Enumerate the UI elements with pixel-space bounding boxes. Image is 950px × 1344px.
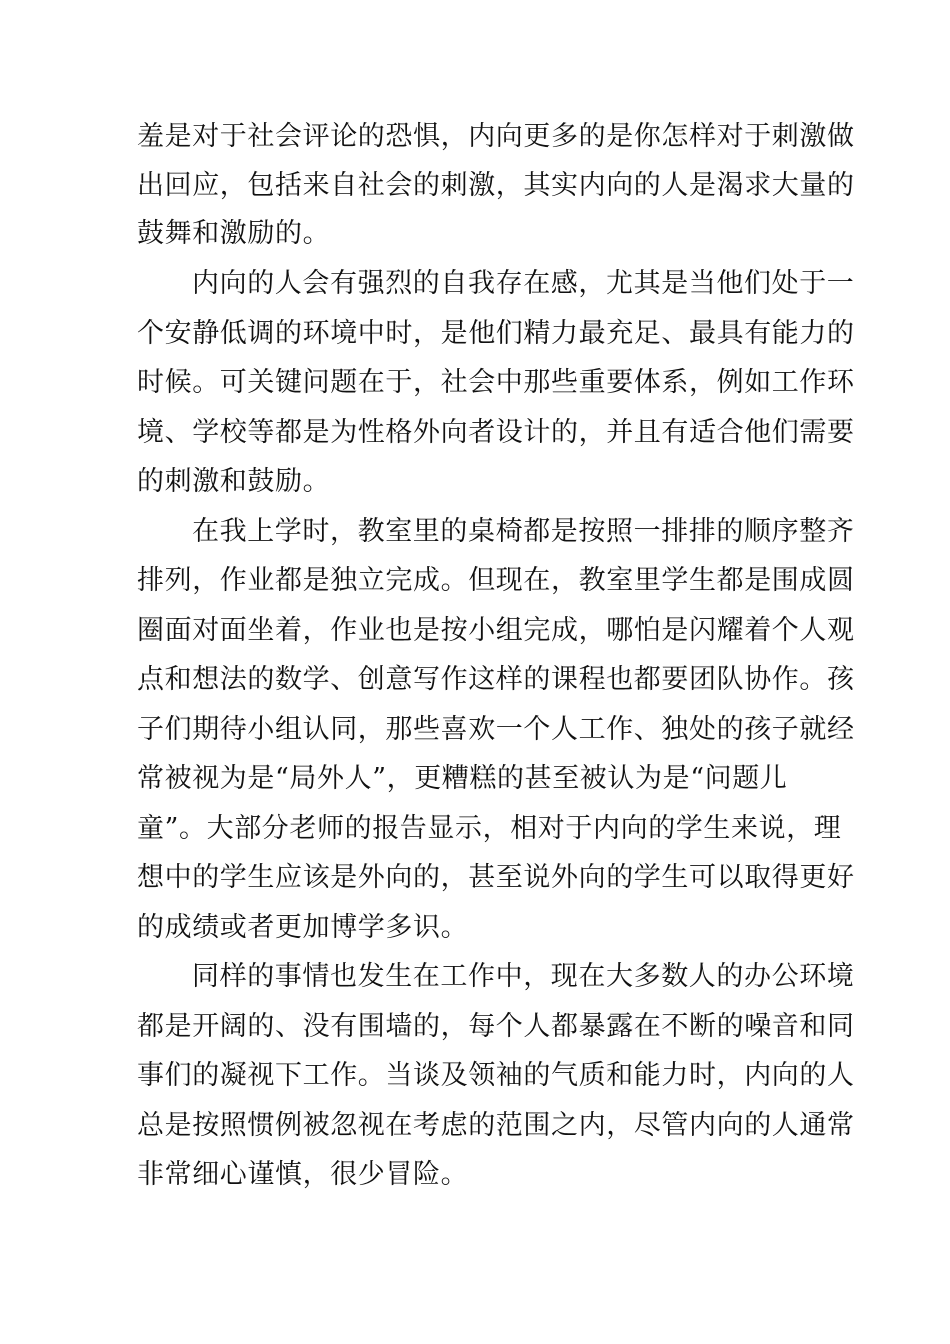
- text-line: 内向的人会有强烈的自我存在感，尤其是当他们处于一: [192, 268, 855, 299]
- text-line: 个安静低调的环境中时，是他们精力最充足、最具有能力的: [137, 318, 855, 349]
- text-line: 点和想法的数学、创意写作这样的课程也都要团队协作。孩: [137, 664, 855, 695]
- text-line: 境、学校等都是为性格外向者设计的，并且有适合他们需要: [137, 417, 855, 448]
- text-line: 的刺激和鼓励。: [137, 466, 331, 497]
- text-line: 鼓舞和激励的。: [137, 218, 331, 249]
- text-line: 想中的学生应该是外向的，甚至说外向的学生可以取得更好: [137, 862, 855, 893]
- text-line: 常被视为是“局外人”，更糟糕的甚至被认为是“问题儿: [137, 763, 788, 794]
- text-line: 出回应，包括来自社会的刺激，其实内向的人是渴求大量的: [137, 170, 855, 201]
- text-line: 同样的事情也发生在工作中，现在大多数人的办公环境: [192, 961, 855, 992]
- text-line: 时候。可关键问题在于，社会中那些重要体系，例如工作环: [137, 367, 855, 398]
- text-line: 羞是对于社会评论的恐惧，内向更多的是你怎样对于刺激做: [137, 121, 855, 152]
- text-line: 非常细心谨慎，很少冒险。: [137, 1159, 469, 1190]
- text-line: 都是开阔的、没有围墙的，每个人都暴露在不断的噪音和同: [137, 1011, 855, 1042]
- text-line: 童”。大部分老师的报告显示，相对于内向的学生来说，理: [137, 813, 842, 844]
- text-line: 事们的凝视下工作。当谈及领袖的气质和能力时，内向的人: [137, 1060, 855, 1091]
- text-line: 的成绩或者更加博学多识。: [137, 912, 469, 943]
- text-line: 圈面对面坐着，作业也是按小组完成，哪怕是闪耀着个人观: [137, 615, 855, 646]
- text-line: 排列，作业都是独立完成。但现在，教室里学生都是围成圆: [137, 565, 855, 596]
- text-line: 子们期待小组认同，那些喜欢一个人工作、独处的孩子就经: [137, 714, 855, 745]
- text-line: 在我上学时，教室里的桌椅都是按照一排排的顺序整齐: [192, 516, 855, 547]
- text-line: 总是按照惯例被忽视在考虑的范围之内，尽管内向的人通常: [137, 1110, 855, 1141]
